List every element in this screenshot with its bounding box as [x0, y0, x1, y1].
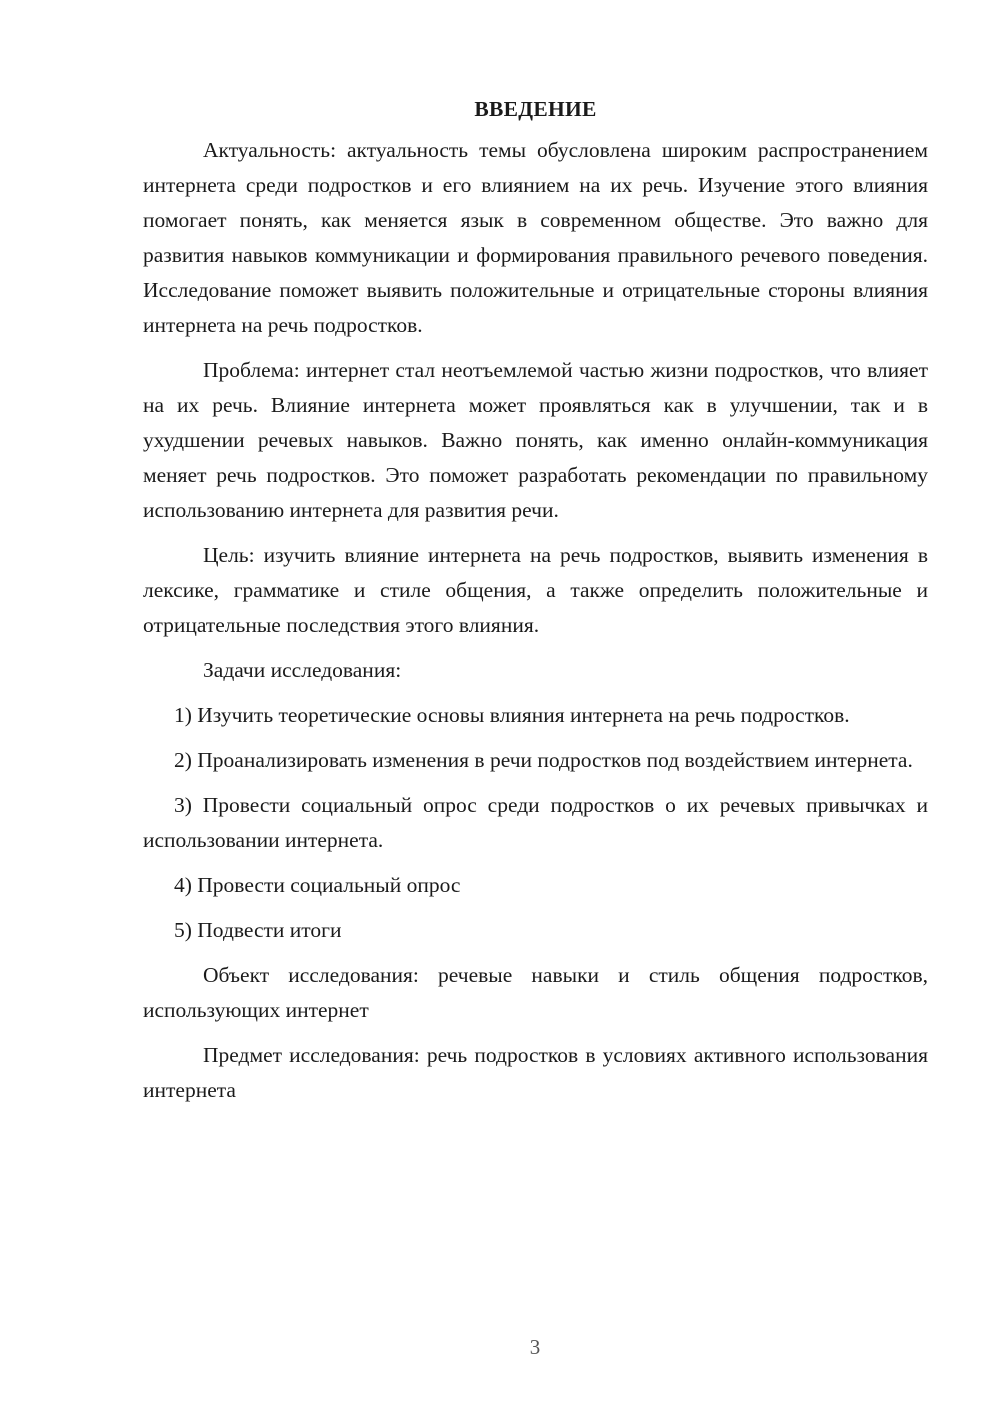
task-item-2: 2) Проанализировать изменения в речи подростков под воздействием интернета.	[174, 748, 913, 772]
page-content	[143, 92, 928, 1118]
page-number: 3	[529, 1335, 541, 1359]
paragraph-object: Объект исследования: речевые навыки и стиль общения подростков, использующих интернет	[143, 963, 928, 1022]
task-item-4: 4) Провести социальный опрос	[174, 873, 461, 897]
paragraph-goal: Цель: изучить влияние интернета на речь подростков, выявить изменения в лексике, грамматике и стиле общения, а также определить положительные и отрицательные последствия этого влияния.	[143, 543, 928, 637]
task-item-3: 3) Провести социальный опрос среди подростков о их речевых привычках и использовании интернета.	[143, 793, 928, 852]
section-heading: ВВЕДЕНИЕ	[474, 97, 597, 121]
tasks-intro: Задачи исследования:	[203, 658, 402, 682]
task-item-5: 5) Подвести итоги	[174, 918, 342, 942]
paragraph-problem: Проблема: интернет стал неотъемлемой частью жизни подростков, что влияет на их речь. Влияние интернета может проявляться как в улучшении, так и в ухудшении речевых навыков. Важно понять, как именно онлайн-коммуникация меняет речь подростков. Это поможет разработать рекомендации по правильному использованию интернета для развития речи.	[143, 358, 928, 522]
paragraph-relevance: Актуальность: актуальность темы обусловлена широким распространением интернета среди подростков и его влиянием на их речь. Изучение этого влияния помогает понять, как меняется язык в современном обществе. Это важно для развития навыков коммуникации и формирования правильного речевого поведения. Исследование поможет выявить положительные и отрицательные стороны влияния интернета на речь подростков.	[143, 138, 928, 337]
paragraph-subject: Предмет исследования: речь подростков в условиях активного использования интернета	[143, 1043, 928, 1102]
task-item-1: 1) Изучить теоретические основы влияния интернета на речь подростков.	[174, 703, 850, 727]
